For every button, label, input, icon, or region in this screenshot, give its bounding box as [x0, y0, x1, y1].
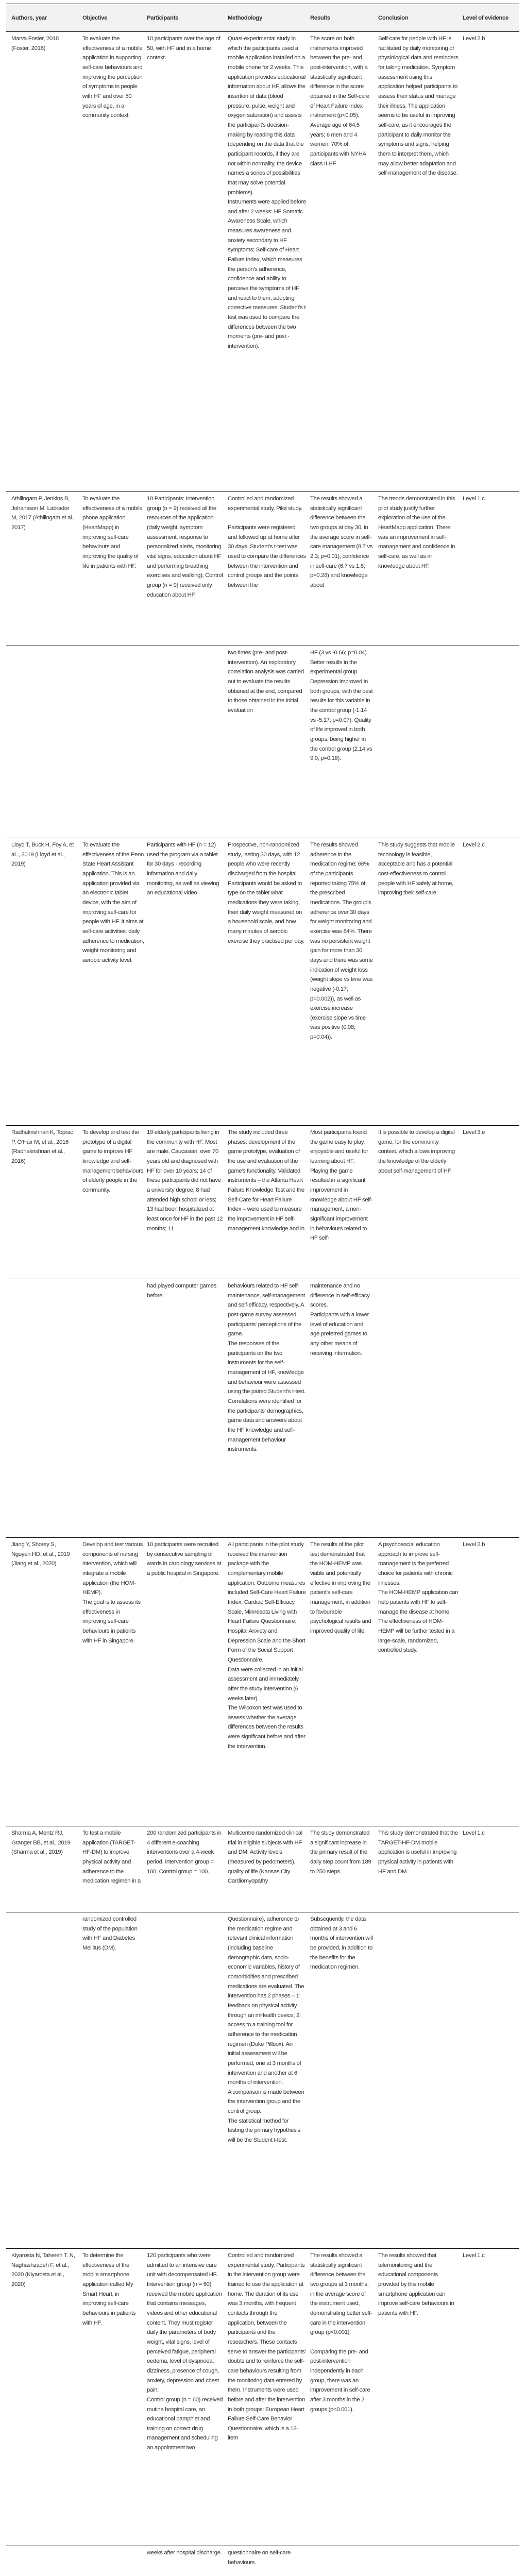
cell-methodology: Prospective, non-randomized study, lasting 30 days, with 12 people who were recently discharged from the hospital. Participants would be asked to type on the tablet what medications they were taking, their daily weight measured on a household scale, and how many minutes of aerobic exercise they practised per day. [228, 842, 304, 944]
table-row [6, 2249, 519, 2546]
cell-participants: 18 Participants: Intervention group (n = 9) received all the resources of the application (daily weight, symptom assessment, response to personalized alerts, monitoring vital signs, education about HF and performing breathing exercises and walking); Control group (n = 9) received only education about HF. [147, 496, 223, 598]
cell-results: The results showed adherence to the medication regime: 66% of the participants reported taking 75% of the prescribed medications. The group's adherence over 30 days for weight monitoring and exercise was 84%. There was no persistent weight gain for more than 30 days and there was some indication of weight loss (weight slope vs time was negative (-0.17; p=0.002)), as well as exercise increase (exercise slope vs time was positive (0.08; p=0.04)). [310, 842, 373, 1041]
cell-authors: Lloyd T, Buck H, Foy A, et al. , 2019 (Lloyd et al., 2019) [11, 842, 74, 868]
cell-level: Level 1.c [463, 2252, 485, 2259]
header-authors: Authors, year [11, 14, 47, 21]
cell-results: The results showed a statistically significant difference between the two groups at day 30, in the average score in self-care management (8.7 vs 2.3; p=0.01), confidence in self-care (6.7 vs 1.8; p=0.28) and knowledge about [310, 496, 373, 588]
cell-participants: 200 randomized participants in 4 different e-coaching interventions over a 4-week period. Intervention group = 100; Control group = 100. [147, 1830, 222, 1875]
table-row-continuation [6, 1279, 519, 1538]
cell-methodology: The study included three phases: development of the game prototype, evaluation of the use and evaluation of the game's functionality. Validated instruments – the Atlanta Heart Failure Knowledge Test and the Self-Care for Heart Failure Index – were used to measure the improvement in HF self-management knowledge and in [228, 1129, 304, 1232]
cell-results: The results of the pilot test demonstrated that the HOM-HEMP was viable and potentially effective in improving the patient's self-care management, in addition to favourable psychological results and improved quality of life. [310, 1541, 371, 1634]
cell-objective: To determine the effectiveness of the mobile smartphone application called My Smart Heart, in improving self-care behaviours in patients with HF. [82, 2252, 136, 2326]
table-row [6, 32, 519, 492]
header-conclusion: Conclusion [378, 14, 409, 21]
cell-results: The results showed a statistically significant difference between the two groups at 3 months, in the average score of the instrument used, demonstrating better self-care in the intervention group (p<0.001). Comparing the pre- and post-intervention independently in each group, there was an improvement in self-care after 3 months in the 2 groups (p<0.001). [310, 2252, 372, 2413]
table-row [6, 1538, 519, 1826]
cell-participants: 120 participants who were admitted to an intensive care unit with decompensated HF. Intervention group (n = 60) received the mobile application that contains messages, videos and other educational content. They must register daily the parameters of body weight, vital signs, level of perceived fatigue, peripheral oedema, level of dyspnoea, dizziness, presence of cough, anxiety, depression and chest pain; Control group (n = 60) received routine hospital care, an educational pamphlet and training on correct drug management and scheduling an appointment two [147, 2252, 223, 2451]
cell-methodology-continued: Questionnaire), adherence to the medication regime and relevant clinical information (including baseline demographic data, socio-economic variables, history of comorbidities and prescribed medications are evaluated. The intervention has 2 phases – 1: feedback on physical activity through an mHealth device; 2: access to a training tool for adherence to the medication regimen (Duke Pillbox). An initial assessment will be performed, one at 3 months of intervention and another at 6 months of intervention. A comparison is made between the intervention group and the control group. The statistical method for testing the primary hypothesis will be the Student t-test. [228, 1916, 304, 2144]
table-row-continuation [6, 1912, 519, 2249]
header-level-of-evidence: Level of evidence [463, 14, 509, 21]
cell-authors: Marva Foster, 2018 (Foster, 2018) [11, 36, 59, 52]
cell-results: The study demonstrated a significant increase in the primary result of the daily step count from 189 to 250 steps. [310, 1830, 371, 1875]
cell-conclusion: This study demonstrated that the TARGET-HF-DM mobile application is useful in improving physical activity in patients with HF and DM. [378, 1830, 458, 1875]
cell-methodology-continued: behaviours related to HF self-maintenance, self-management and self-efficacy, respectively. A post-game survey assessed participants' perceptions of the game. The responses of the participants on the two instruments for the self-management of HF, knowledge and behaviour were assessed using the paired Student's t-test. Correlations were identified for the participants' demographics, game data and answers about the HF knowledge and self-management behaviour instruments. [228, 1283, 306, 1453]
table-row [6, 838, 519, 1126]
cell-methodology: Quasi-experimental study in which the participants used a mobile application installed on a mobile phone for 2 weeks. This application provides educational information about HF, allows the insertion of data (blood pressure, pulse, weight and oxygen saturation) and assists the participant's decision-making by reading this data (depending on the data that the participant records, if they are not within normality, the device names a series of possibilities that may solve potential problems). Instruments were applied before and after 2 weeks: HF Somatic Awareness Scale, which measures awareness and anxiety secondary to HF symptoms; Self-care of Heart Failure Index, which measures the person's adherence, confidence and ability to perceive the symptoms of HF and react to them, adopting corrective measures. Student's t test was used to compare the differences between the two moments (pre- and post - intervention). [228, 36, 306, 349]
studies-table [6, 4, 519, 2576]
cell-level: Level 2.b [463, 36, 485, 42]
cell-objective: Develop and test various components of nursing intervention, which will integrate a mobile application (the HOM-HEMP). The goal is to assess its effectiveness in improving self-care behaviours in patients with HF in Singapore. [82, 1541, 143, 1644]
cell-level: Level 2.c [463, 842, 485, 848]
cell-participants-continued: had played computer games before. [147, 1283, 216, 1299]
cell-conclusion: The results showed that telemonitoring and the educational components provided by this mobile smartphone application can improve self-care behaviours in patients with HF. [378, 2252, 454, 2316]
table-header-row [6, 4, 519, 32]
cell-participants: 10 participants over the age of 50, with HF and in a home context. [147, 36, 220, 61]
cell-authors: Sharma A, Mentz RJ, Granger BB, et al., 2019 (Sharma et al., 2019) [11, 1830, 71, 1856]
header-methodology: Methodology [228, 14, 263, 21]
table-row-continuation [6, 646, 519, 838]
cell-methodology: All participants in the pilot study received the intervention package with the complementary mobile application. Outcome measures included Self-Care Heart Failure Index, Cardiac Self-Efficacy Scale, Minnesota Living with Heart Failure Questionnaire, Hospital Anxiety and Depression Scale and the Short Form of the Social Support Questionnaire. Data were collected in an initial assessment and immediately after the study intervention (6 weeks later). The Wilcoxon test was used to assess whether the average differences between the results were significant before and after the intervention. [228, 1541, 306, 1750]
cell-methodology: Controlled and randomized experimental study. Participants in the intervention group were trained to use the application at home. The duration of its use was 3 months, with frequent contacts through the application, between the participants and the researchers. These contacts serve to answer the participants' doubts and to reinforce the self-care behaviours resulting from the monitoring data entered by them. Instruments were used before and after the intervention in both groups: European Heart Failure Self-Care Behavior Questionnaire, which is a 12-item [228, 2252, 306, 2442]
cell-methodology-continued: questionnaire on self-care behaviours. [228, 2550, 291, 2566]
header-results: Results [310, 14, 330, 21]
cell-results: Most participants found the game easy to play, enjoyable and useful for learning about HF. Playing the game resulted in a significant improvement in knowledge about HF self-management, a non-significant improvement in behaviours related to HF self- [310, 1129, 372, 1242]
cell-level: Level 3.e [463, 1129, 485, 1136]
cell-conclusion: The trends demonstrated in this pilot study justify further exploration of the use of the HeartMapp application. There was an improvement in self-management and confidence in self-care, as well as in knowledge about HF. [378, 496, 455, 569]
cell-objective: To evaluate the effectiveness of a mobile application in supporting self-care behaviours and improving the perception of symptoms in people with HF and over 50 years of age, in a community context. [82, 36, 143, 119]
cell-participants: 19 elderly participants living in the community with HF. Most are male, Caucasian, over 70 years old and diagnosed with HF for over 10 years; 14 of these participants did not have a university degree; 8 had attended high school or less; 13 had been hospitalized at least once for HF in the past 12 months; 11 [147, 1129, 223, 1232]
table-row-continuation [6, 2546, 519, 2576]
cell-level: Level 1.c [463, 1830, 485, 1836]
cell-objective: To evaluate the effectiveness of a mobile phone application (HeartMapp) in improving self-care behaviours and improving the quality of life in patients with HF. [82, 496, 143, 569]
cell-conclusion: This study suggests that mobile technology is feasible, acceptable and has a potential cost-effectiveness to control people with HF safely at home, improving their self-care. [378, 842, 455, 896]
cell-conclusion: A psychosocial education approach to improve self-management is the preferred choice for patients with chronic illnesses. The HOM-HEMP application can help patients with HF to self-manage the disease at home. The effectiveness of HOM-HEMP will be further tested in a large-scale, randomized, controlled study. [378, 1541, 459, 1654]
cell-results: The score on both instruments improved between the pre- and post-intervention, with a statistically significant difference in the score obtained in the Self-care of Heart Failure Index instrument (p<0.05); Average age of 64.5 years; 6 men and 4 women; 70% of participants with NYHA class II HF. [310, 36, 369, 167]
cell-methodology: Controlled and randomized experimental study. Pilot study. Participants were registered and followed up at home after 30 days. Student's t-test was used to compare the differences between the intervention and control groups and the points between the [228, 496, 306, 588]
cell-methodology-continued: two times (pre- and post-intervention). An exploratory correlation analysis was carried out to evaluate the results obtained at the end, compared to those obtained in the initial evaluation [228, 650, 304, 714]
cell-results-continued: Subsequently, the data obtained at 3 and 6 months of intervention will be provided, in addition to the benefits for the medication regimen. [310, 1916, 373, 1971]
table-row [6, 1126, 519, 1279]
cell-participants: 10 participants were recruited by consecutive sampling of wards in cardiology services at a public hospital in Singapore. [147, 1541, 222, 1577]
cell-level: Level 2.b [463, 1541, 485, 1548]
cell-results-continued: maintenance and no difference in self-efficacy scores. Participants with a lower level of education and age preferred games to any other means of receiving information. [310, 1283, 370, 1357]
cell-authors: Jiang Y, Shorey S, Nguyen HD, et al., 2019 (Jiang et al., 2020) [11, 1541, 70, 1567]
header-participants: Participants [147, 14, 179, 21]
cell-authors: Athilingam P, Jenkins B, Johansson M, Labrador M, 2017 (Athilingam et al., 2017) [11, 496, 75, 531]
cell-objective-continued: randomized controlled study of the population with HF and Diabetes Mellitus (DM). [82, 1916, 138, 1951]
cell-participants-continued: weeks after hospital discharge. [147, 2550, 222, 2556]
cell-objective: To test a mobile application (TARGET-HF-DM) to improve physical activity and adherence to the medication regimen in a [82, 1830, 141, 1885]
cell-participants: Participants with HF (n = 12) used the program via a tablet for 30 days - recording information and daily monitoring, as well as viewing an educational video [147, 842, 219, 896]
table-row [6, 492, 519, 646]
cell-results-continued: HF (3 vs -0.66; p=0.04). Better results in the experimental group. Depression improved in both groups, with the best results for this variable in the control group (-1.14 vs -5.17; p=0.07). Quality of life improved in both groups, being higher in the control group (2.14 vs 9.0; p=0.18). [310, 650, 373, 762]
table-row [6, 1826, 519, 1912]
cell-authors: Radhakrishnan K, Toprac P, O'Hair M, et al., 2016 (Radhakrishnan et al., 2016) [11, 1129, 73, 1164]
cell-objective: To evaluate the effectiveness of the Penn State Heart Assistant application. This is an application provided via an electronic tablet device, with the aim of improving self-care for people with HF. It aims at self-care activities: daily adherence to medication, weight monitoring and aerobic activity level. [82, 842, 144, 963]
cell-methodology: Multicentre randomized clinical trial in eligible subjects with HF and DM. Activity levels (measured by pedometers), quality of life (Kansas City Cardiomyopathy [228, 1830, 302, 1885]
header-objective: Objective [82, 14, 108, 21]
cell-level: Level 1.c [463, 496, 485, 502]
cell-conclusion: Self-care for people with HF is facilitated by daily monitoring of physiological data and reminders for taking medication. Symptom assessment using this application helped participants to assess their status and manage their illness. The application seems to be useful in improving self-care, as it encourages the participant to daily monitor the symptoms and signs, helping them to interpret them, which may allow better adaptation and self-management of the disease. [378, 36, 459, 177]
cell-authors: Kiyarosta N, Tahereh T. N, Naghashzadeh F, et al., 2020 (Kiyarosta et al., 2020) [11, 2252, 75, 2287]
cell-conclusion: It is possible to develop a digital game, for the community context, which allows improving the knowledge of the elderly about self-management of HF. [378, 1129, 455, 1174]
cell-objective: To develop and test the prototype of a digital game to improve HF knowledge and self-management behaviours of elderly people in the community. [82, 1129, 144, 1193]
